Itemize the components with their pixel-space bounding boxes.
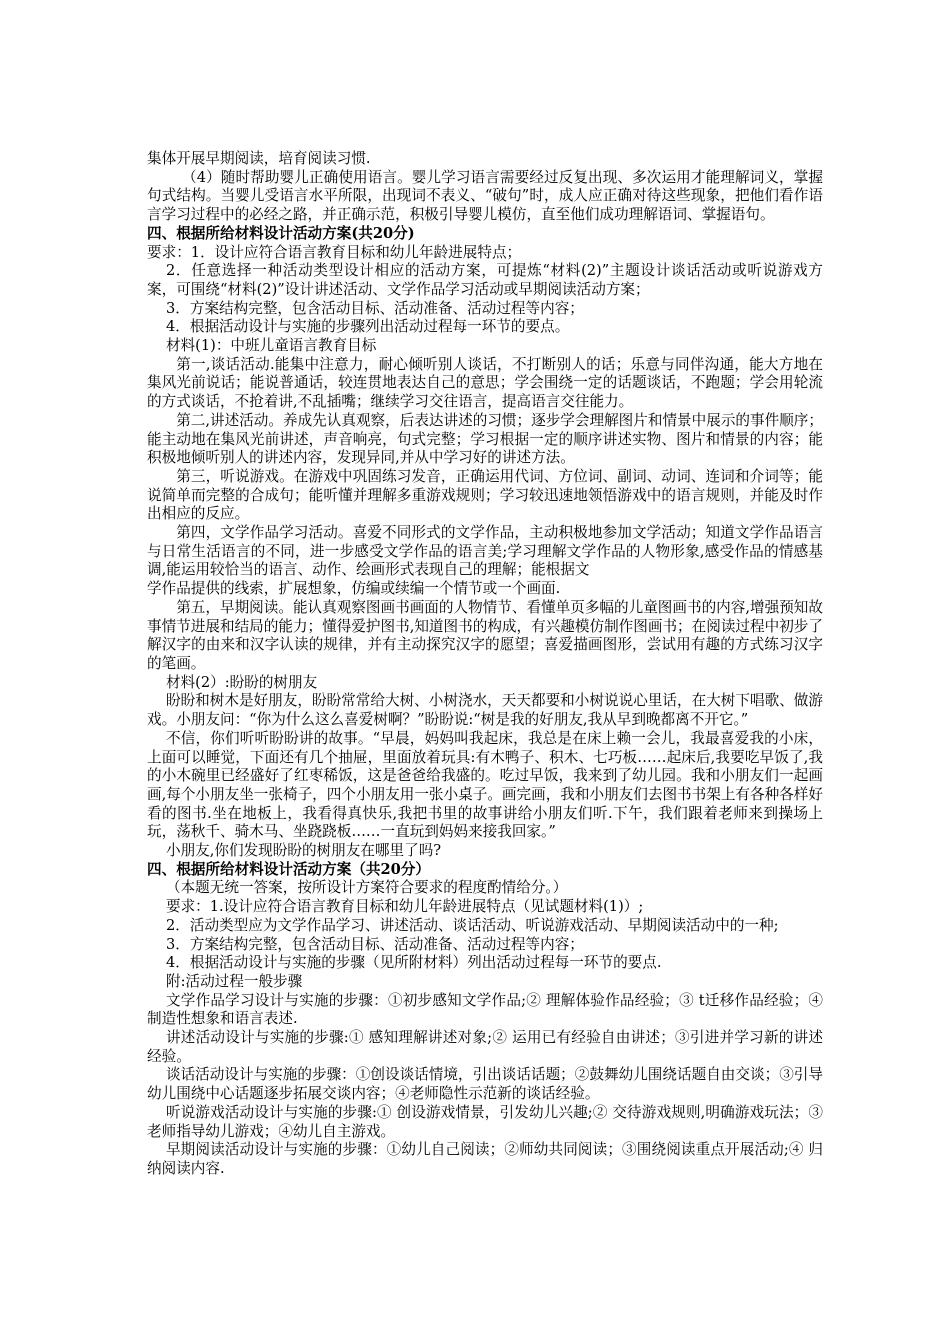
paragraph: 谈话活动设计与实施的步骤：①创设谈话情境，引出谈话话题；②鼓舞幼儿围绕话题自由交谈；③引导幼儿围绕中心话题逐步拓展交谈内容；④老师隐性示范新的谈话经验。 <box>147 1066 823 1103</box>
paragraph: 盼盼和树木是好朋友，盼盼常常给大树、小树浇水，天天都要和小树说说心里话，在大树下唱歌、做游戏。小朋友问：“你为什么这么喜爱树啊？”盼盼说:“树是我的好朋友,我从早到晚都离不开它。” <box>147 692 823 729</box>
paragraph: 早期阅读活动设计与实施的步骤：①幼儿自己阅读；②师幼共同阅读；③围绕阅读重点开展活动;④ 归纳阅读内容. <box>147 1141 823 1177</box>
paragraph: 2．活动类型应为文学作品学习、讲述活动、谈话活动、听说游戏活动、早期阅读活动中的一种; <box>165 916 779 934</box>
paragraph: 听说游戏活动设计与实施的步骤:① 创设游戏情景，引发幼儿兴趣;② 交待游戏规则,明确游戏玩法；③老师指导幼儿游戏；④幼儿自主游戏。 <box>147 1103 823 1140</box>
paragraph: 材料(1)：中班儿童语言教育目标 <box>165 337 377 355</box>
paragraph: 材料(2）:盼盼的树朋友 <box>165 673 318 691</box>
paragraph: 4．根据活动设计与实施的步骤列出活动过程每一环节的要点。 <box>165 318 570 336</box>
paragraph: 第四，文学作品学习活动。喜爱不同形式的文学作品，主动积极地参加文学活动；知道文学作品语言与日常生活语言的不同，进一步感受文学作品的语言美;学习理解文学作品的人物形象,感受作品的情感基调,能运用较恰当的语言、动作、绘画形式表现自己的理解；能根据文 <box>147 524 823 579</box>
paragraph: 3．方案结构完整，包含活动目标、活动准备、活动过程等内容； <box>165 935 584 953</box>
paragraph: 集体开展早期阅读，培育阅读习惯. <box>147 150 371 167</box>
document-body <box>147 150 823 1179</box>
paragraph: 2．任意选择一种活动类型设计相应的活动方案，可提炼“材料(2)”主题设计谈话活动或听说游戏方案，可围绕“材料(2)”设计讲述活动、文学作品学习活动或早期阅读活动方案； <box>147 262 823 298</box>
section-heading: 四、根据所给材料设计活动方案(共20分) <box>147 224 415 242</box>
paragraph: 第五，早期阅读。能认真观察图画书画面的人物情节、看懂单页多幅的儿童图画书的内容,增强预知故事情节进展和结局的能力；懂得爱护图书,知道图书的构成，有兴趣模仿制作图画书；在阅读过程中初步了解汉字的由来和汉字认读的规律，并有主动探究汉字的愿望；喜爱描画图形，尝试用有趣的方式练习汉字的笔画。 <box>147 598 823 672</box>
paragraph: 3．方案结构完整，包含活动目标、活动准备、活动过程等内容； <box>165 299 584 317</box>
paragraph: 不信，你们听听盼盼讲的故事。“早晨，妈妈叫我起床，我总是在床上赖一会儿，我最喜爱我的小床，上面可以睡觉，下面还有几个抽屉，里面放着玩具:有木鸭子、积木、七巧板……起床后,我要吃早饭了,我的小木碗里已经盛好了红枣稀饭，这是爸爸给我盛的。吃过早饭，我来到了幼儿园。我和小朋友们一起画画,每个小朋友坐一张椅子，四个小朋友用一张小桌子。画完画，我和小朋友们去图书书架上有各种各样好看的图书.坐在地板上，我看得真快乐,我把书里的故事讲给小朋友们听.下午，我们跟着老师来到操场上玩，荡秋千、骑木马、坐跷跷板……一直玩到妈妈来接我回家。” <box>147 729 823 841</box>
paragraph: 小朋友,你们发现盼盼的树朋友在哪里了吗? <box>165 842 442 860</box>
paragraph: 学作品提供的线索，扩展想象，仿编或续编一个情节或一个画面. <box>147 580 561 598</box>
paragraph: 第二,讲述活动。养成先认真观察，后表达讲述的习惯；逐步学会理解图片和情景中展示的事件顺序；能主动地在集风光前讲述，声音响亮，句式完整；学习根据一定的顺序讲述实物、图片和情景的内容；能积极地倾听别人的讲述内容，发现异同,并从中学习好的讲述方法。 <box>147 411 823 467</box>
paragraph: 附:活动过程一般步骤 <box>165 972 303 990</box>
paragraph: 讲述活动设计与实施的步骤:① 感知理解讲述对象;② 运用已有经验自由讲述；③引进并学习新的讲述经验。 <box>147 1029 823 1065</box>
paragraph: 要求：1.设计应符合语言教育目标和幼儿年龄进展特点（见试题材料(1)）; <box>165 898 644 916</box>
paragraph: 文学作品学习设计与实施的步骤：①初步感知文学作品;② 理解体验作品经验；③ t迁移作品经验；④制造性想象和语言表述. <box>147 991 823 1028</box>
paragraph: 4．根据活动设计与实施的步骤（见所附材料）列出活动过程每一环节的要点. <box>165 954 662 972</box>
section-heading: 四、根据所给材料设计活动方案（共20分） <box>147 860 430 878</box>
paragraph: 要求：1．设计应符合语言教育目标和幼儿年龄进展特点； <box>147 243 522 261</box>
paragraph: （本题无统一答案，按所设计方案符合要求的程度酌情给分。） <box>165 879 568 897</box>
paragraph: 第一,谈话活动.能集中注意力，耐心倾听别人谈话，不打断别人的话；乐意与同伴沟通，能大方地在集风光前说话；能说普通话，较连贯地表达自己的意思；学会围绕一定的话题谈话，不跑题；学会用轮流的方式谈话，不抢着讲,不乱插嘴；继续学习交往语言，提高语言交往能力。 <box>147 355 823 411</box>
paragraph: 第三，听说游戏。在游戏中巩固练习发音，正确运用代词、方位词、副词、动词、连词和介词等；能说简单而完整的合成句；能听懂并理解多重游戏规则；学习较迅速地领悟游戏中的语言规则，并能及时作出相应的反应。 <box>147 467 823 523</box>
paragraph: （4）随时帮助婴儿正确使用语言。婴儿学习语言需要经过反复出现、多次运用才能理解词义，掌握句式结构。当婴儿受语言水平所限，出现词不表义、“破句”时，成人应正确对待这些现象，把他们看作语言学习过程中的必经之路，并正确示范，积极引导婴儿模仿，直至他们成功理解语词、掌握语句。 <box>147 168 823 224</box>
